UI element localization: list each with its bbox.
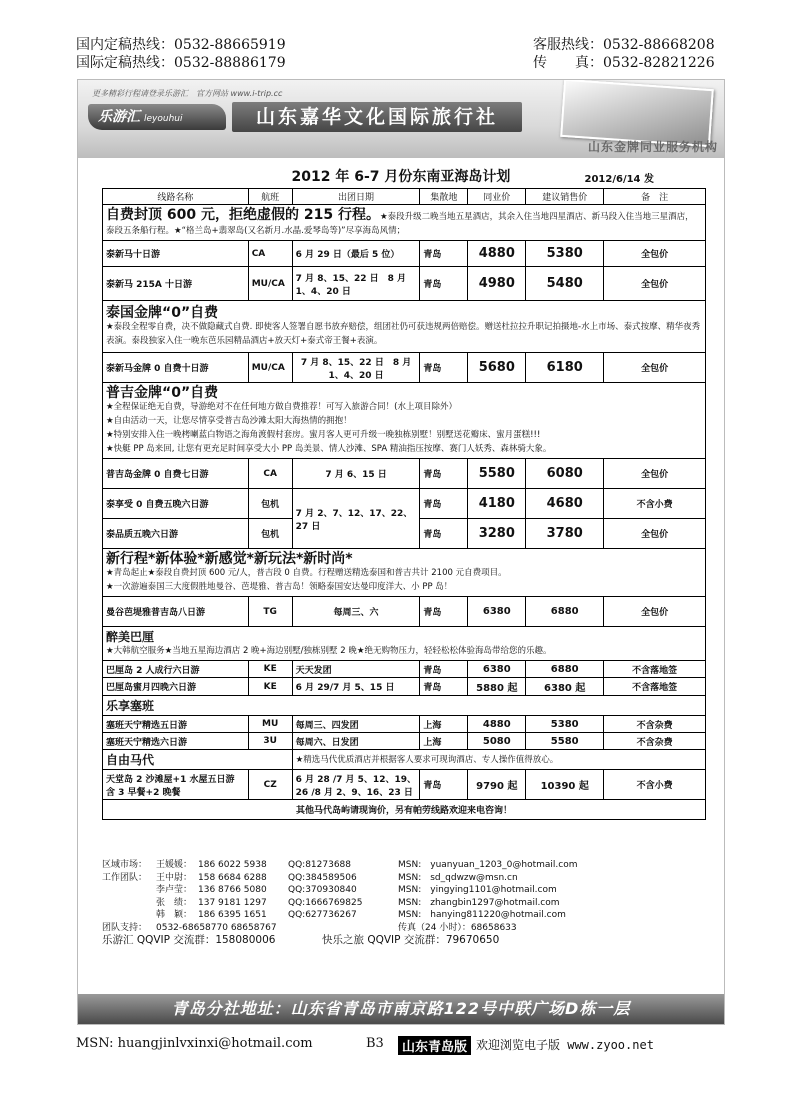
qq-group-kuaile: 快乐之旅 QQVIP 交流群：79670650	[322, 934, 500, 946]
issue-date: 2012/6/14 发	[584, 174, 654, 185]
fax-line: 传 真：0532-82821226	[533, 55, 715, 71]
route-name: 天堂岛 2 沙滩屋+1 水屋五日游 含 3 早餐+2 晚餐	[103, 770, 249, 800]
contact-row	[102, 884, 702, 897]
route-name: 巴厘岛 2 人成行六日游	[103, 661, 249, 678]
section-header	[103, 301, 706, 353]
note: 不含杂费	[604, 716, 706, 733]
international-hotline: 国际定稿热线：0532-88886179	[76, 55, 286, 71]
company-banner	[78, 80, 724, 158]
departure-dates: 天天发团	[292, 661, 420, 678]
hub: 青岛	[420, 459, 468, 489]
section-title: 自费封顶 600 元，拒绝虚假的 215 行程。	[106, 206, 380, 223]
departure-dates: 每周六、日发团	[292, 733, 420, 750]
team-support-label: 团队支持：	[102, 922, 148, 933]
section-desc: ★精选马代优质酒店并根据客人要求可现询酒店、专人操作值得放心。	[292, 750, 705, 770]
tour-plan-table	[102, 188, 706, 820]
retail-price: 6380 起	[526, 678, 604, 696]
contact-name: 韩 颖：	[156, 910, 193, 920]
hub: 青岛	[420, 770, 468, 800]
flight: KE	[248, 678, 292, 696]
section-desc-line: ★自由活动一天，让您尽情享受普吉岛沙滩太阳大海热情的拥抱！	[106, 415, 352, 426]
contact-row	[102, 872, 702, 885]
retail-price: 4680	[526, 489, 604, 519]
flight: 包机	[248, 519, 292, 549]
table-row	[103, 489, 706, 519]
retail-price: 3780	[526, 519, 604, 549]
contact-msn: MSN: yuanyuan_1203_0@hotmail.com	[398, 860, 578, 870]
section-header	[103, 549, 706, 597]
table-row	[103, 661, 706, 678]
contact-row	[102, 897, 702, 910]
page-footer	[76, 1036, 696, 1056]
hub: 青岛	[420, 661, 468, 678]
section-header	[103, 205, 706, 241]
trade-price: 6380	[468, 597, 526, 627]
qq-group-row	[102, 934, 702, 949]
beach-photo	[560, 79, 714, 147]
flight: CZ	[248, 770, 292, 800]
route-name: 普吉岛金牌 0 自费七日游	[103, 459, 249, 489]
header-retail-price: 建议销售价	[526, 189, 604, 205]
hub: 上海	[420, 733, 468, 750]
team-support-phone: 0532-68658770 68658767	[156, 922, 277, 933]
trade-price: 4880	[468, 241, 526, 267]
retail-price: 10390 起	[526, 770, 604, 800]
contact-row	[102, 909, 702, 922]
table-row	[103, 733, 706, 750]
contact-qq: QQ:1666769825	[288, 897, 363, 908]
header-route: 线路名称	[103, 189, 249, 205]
domestic-hotline: 国内定稿热线：0532-88665919	[76, 37, 286, 53]
flight: MU/CA	[248, 267, 292, 301]
note: 全包价	[604, 519, 706, 549]
note: 全包价	[604, 353, 706, 383]
footer-msn: MSN: huangjinlvxinxi@hotmail.com	[76, 1036, 313, 1051]
trade-price: 5080	[468, 733, 526, 750]
table-row	[103, 353, 706, 383]
retail-price: 6880	[526, 597, 604, 627]
route-name: 泰享受 0 自费五晚六日游	[103, 489, 249, 519]
header-trade-price: 同业价	[468, 189, 526, 205]
section-desc: ★大韩航空服务★当地五星海边酒店 2 晚+海边别墅/独栋别墅 2 晚★绝无购物压力，轻轻松松体验海岛带给您的乐趣。	[106, 645, 552, 656]
departure-dates: 每周三、四发团	[292, 716, 420, 733]
contact-name: 李卢莹：	[156, 885, 193, 895]
note: 不含杂费	[604, 733, 706, 750]
contact-name: 张 绩：	[156, 897, 193, 908]
table-row	[103, 241, 706, 267]
section-title: 新行程*新体验*新感觉*新玩法*新时尚*	[106, 550, 353, 567]
note: 全包价	[604, 267, 706, 301]
note: 全包价	[604, 597, 706, 627]
flyer-sheet	[77, 79, 725, 1025]
table-row	[103, 597, 706, 627]
retail-price: 6180	[526, 353, 604, 383]
table-row	[103, 770, 706, 800]
hub: 上海	[420, 716, 468, 733]
section-header	[103, 696, 706, 716]
fax-24h: 传真（24 小时）：68658633	[398, 922, 517, 933]
contact-name: 王媛媛：	[156, 860, 193, 870]
route-name: 塞班天宁精选五日游	[103, 716, 249, 733]
table-header-row	[103, 189, 706, 205]
hub: 青岛	[420, 353, 468, 383]
hub: 青岛	[420, 597, 468, 627]
team-support-row	[102, 922, 702, 935]
banner-tagline: 更多精彩行程请登录乐游汇 官方网站 www.i-trip.cc	[92, 89, 283, 98]
edition-badge: 山东青岛版	[398, 1036, 471, 1055]
hotline-right	[533, 36, 728, 72]
header-dates: 出团日期	[292, 189, 420, 205]
hotline-left	[76, 36, 286, 72]
note: 不含落地签	[604, 678, 706, 696]
contact-phone: 186 6022 5938	[198, 860, 267, 870]
leyouhui-logo	[88, 104, 226, 130]
section-desc-line: ★全程保证绝无自费，导游绝对不在任何地方做自费推荐！可写入旅游合同！(水上项目除外）	[106, 401, 457, 412]
note: 不含小费	[604, 770, 706, 800]
flight: CA	[248, 241, 292, 267]
contact-qq: QQ:81273688	[288, 860, 352, 870]
contact-msn: MSN: hanying811220@hotmail.com	[398, 910, 566, 920]
contact-phone: 137 9181 1297	[198, 897, 267, 908]
departure-dates: 6 月 28 /7 月 5、12、19、26 /8 月 2、9、16、23 日	[292, 770, 420, 800]
page-number: B3	[366, 1036, 384, 1051]
footer-welcome: 欢迎浏览电子版 www.zyoo.net	[476, 1038, 654, 1052]
header-hub: 集散地	[420, 189, 468, 205]
page-title: 2012 年 6-7 月份东南亚海岛计划	[291, 169, 511, 185]
table-footnote-row	[103, 800, 706, 820]
hub: 青岛	[420, 678, 468, 696]
note: 不含落地签	[604, 661, 706, 678]
table-row	[103, 716, 706, 733]
trade-price: 4980	[468, 267, 526, 301]
table-row	[103, 459, 706, 489]
contact-row	[102, 859, 702, 872]
hub: 青岛	[420, 489, 468, 519]
header-flight: 航班	[248, 189, 292, 205]
trade-price: 5680	[468, 353, 526, 383]
trade-price: 6380	[468, 661, 526, 678]
contact-msn: MSN: yingying1101@hotmail.com	[398, 885, 557, 895]
trade-price: 4180	[468, 489, 526, 519]
section-title: 醉美巴厘	[106, 629, 155, 644]
section-desc-line: ★一次游遍泰国三大度假胜地曼谷、芭堤雅、普吉岛！领略泰国安达曼印度洋大、小 PP 岛！	[106, 581, 453, 592]
contact-phone: 158 6684 6288	[198, 872, 267, 883]
table-row	[103, 267, 706, 301]
company-name: 山东嘉华文化国际旅行社	[232, 102, 522, 132]
departure-dates: 7 月 2、7、12、17、22、27 日	[292, 489, 420, 549]
work-team-label: 工作团队：	[102, 872, 148, 883]
section-title: 泰国金牌“0”自费	[106, 304, 219, 321]
departure-dates: 每周三、六	[292, 597, 420, 627]
section-desc-line: ★快艇 PP 岛来回, 让您有更充足时间享受大小 PP 岛美景、情人沙滩、SPA 精油指压按摩、赛门人妖秀、森林骑大象。	[106, 443, 552, 454]
section-desc: ★泰段全程零自费，决不做隐藏式自费. 即使客人签署自愿书放弃赔偿，组团社仍可获违规两倍赔偿。赠送杜拉拉升职记拍摄地-水上市场、泰式按摩、精华夜秀表演。泰段独家入住一晚东芭乐园精品酒店+放天灯+泰式帝王餐+表演。	[106, 321, 701, 346]
retail-price: 5580	[526, 733, 604, 750]
flight: KE	[248, 661, 292, 678]
trade-price: 9790 起	[468, 770, 526, 800]
hub: 青岛	[420, 519, 468, 549]
hub: 青岛	[420, 241, 468, 267]
route-name: 巴厘岛蜜月四晚六日游	[103, 678, 249, 696]
contact-name: 王中尉：	[156, 872, 193, 883]
retail-price: 5480	[526, 267, 604, 301]
flight: 3U	[248, 733, 292, 750]
section-title: 乐享塞班	[106, 699, 155, 713]
contact-qq: QQ:384589506	[288, 872, 357, 883]
hotline-header	[76, 36, 728, 72]
section-title: 自由马代	[106, 753, 155, 767]
route-name: 泰新马金牌 0 自费十日游	[103, 353, 249, 383]
route-name: 泰新马十日游	[103, 241, 249, 267]
retail-price: 6880	[526, 661, 604, 678]
banner-slogan: 山东金牌同业服务机构	[587, 140, 718, 154]
section-header	[103, 627, 706, 661]
contacts-block	[102, 859, 702, 949]
retail-price: 6080	[526, 459, 604, 489]
departure-dates: 7 月 6、15 日	[292, 459, 420, 489]
route-name: 塞班天宁精选六日游	[103, 733, 249, 750]
trade-price: 5880 起	[468, 678, 526, 696]
route-name: 泰新马 215A 十日游	[103, 267, 249, 301]
section-header	[103, 750, 706, 770]
departure-dates: 7 月 8、15、22 日 8 月 1、4、20 日	[292, 353, 420, 383]
logo-text: 乐游汇	[98, 109, 140, 125]
logo-subtext: leyouhui	[144, 114, 183, 124]
note: 全包价	[604, 241, 706, 267]
flight: MU	[248, 716, 292, 733]
section-desc: ★泰段升级二晚当地五星酒店，其余入住当地四星酒店、新马段入住当地三星酒店，泰段五条船行程。★“格兰岛+翡翠岛(又名新月.水晶.爱琴岛等)”尽享海岛风情；	[106, 211, 694, 236]
contact-msn: MSN: zhangbin1297@hotmail.com	[398, 897, 560, 908]
flight: MU/CA	[248, 353, 292, 383]
note: 全包价	[604, 459, 706, 489]
route-name: 曼谷芭堤雅普吉岛八日游	[103, 597, 249, 627]
contact-phone: 136 8766 5080	[198, 885, 267, 895]
route-name: 泰品质五晚六日游	[103, 519, 249, 549]
trade-price: 4880	[468, 716, 526, 733]
section-desc-line: ★特别安排入住一晚栲喇蓝白物语之海角渡假村套房。蜜月客人更可升级一晚独栋别墅！别墅送花瓣床、蜜月蛋糕!!!	[106, 429, 541, 440]
departure-dates: 7 月 8、15、22 日 8 月 1、4、20 日	[292, 267, 420, 301]
flight: TG	[248, 597, 292, 627]
flight: CA	[248, 459, 292, 489]
service-hotline: 客服热线：0532-88668208	[533, 37, 715, 53]
branch-address-bar: 青岛分社地址：山东省青岛市南京路122号中联广场D栋一层	[78, 994, 724, 1024]
qq-group-leyouhui: 乐游汇 QQVIP 交流群：158080006	[102, 934, 276, 946]
footnote: 其他马代岛屿请现询价，另有帕劳线路欢迎来电咨询！	[103, 800, 706, 820]
trade-price: 5580	[468, 459, 526, 489]
departure-dates: 6 月 29 日（最后 5 位）	[292, 241, 420, 267]
section-desc-line: ★青岛起止★泰段自费封顶 600 元/人，普吉段 0 自费。行程赠送精选泰国和普吉共计 2100 元自费项目。	[106, 567, 507, 578]
region-label: 区域市场：	[102, 860, 148, 870]
section-header	[103, 383, 706, 459]
departure-dates: 6 月 29/7 月 5、15 日	[292, 678, 420, 696]
section-title: 普吉金牌“0”自费	[106, 384, 219, 401]
contact-qq: QQ:370930840	[288, 885, 357, 895]
retail-price: 5380	[526, 241, 604, 267]
hub: 青岛	[420, 267, 468, 301]
note: 不含小费	[604, 489, 706, 519]
flight: 包机	[248, 489, 292, 519]
table-row	[103, 678, 706, 696]
header-note: 备 注	[604, 189, 706, 205]
trade-price: 3280	[468, 519, 526, 549]
contact-msn: MSN: sd_qdwzw@msn.cn	[398, 872, 518, 883]
retail-price: 5380	[526, 716, 604, 733]
contact-phone: 186 6395 1651	[198, 910, 267, 920]
contact-qq: QQ:627736267	[288, 910, 357, 920]
